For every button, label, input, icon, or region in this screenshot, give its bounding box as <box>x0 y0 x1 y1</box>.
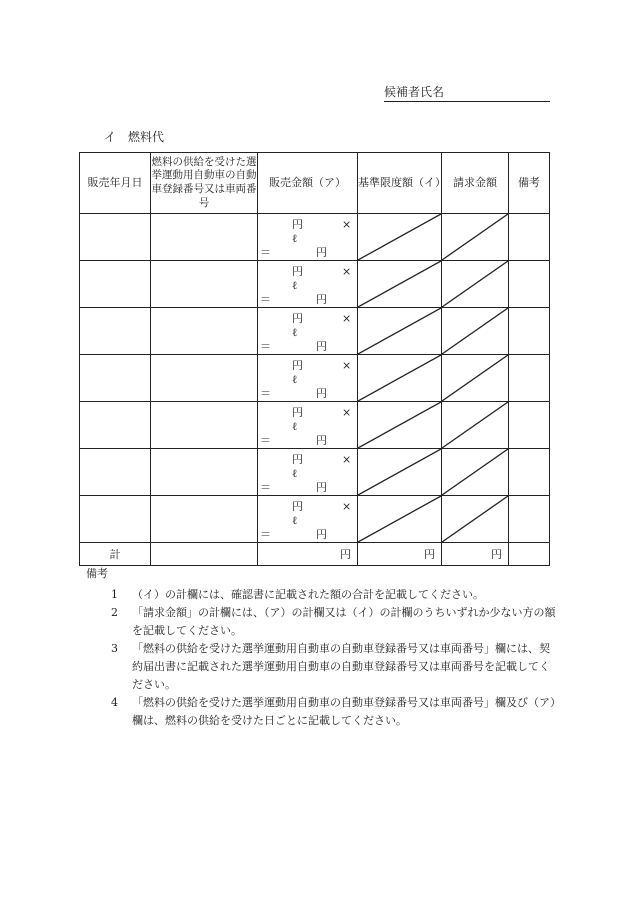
diagonal-line <box>442 402 508 448</box>
table-row <box>80 214 550 261</box>
header-limit-amount: 基準限度額（イ） <box>358 153 442 214</box>
sale-amount-cell[interactable] <box>258 355 358 402</box>
diagonal-line <box>442 496 508 542</box>
sale-date-cell[interactable] <box>80 308 151 355</box>
times-sign: × <box>342 500 352 513</box>
claim-amount-cell <box>442 402 509 449</box>
unit-yen-result: 円 <box>316 293 327 306</box>
diagonal-line <box>442 214 508 260</box>
limit-amount-cell <box>358 449 442 496</box>
claim-amount-cell <box>442 308 509 355</box>
remarks-cell[interactable] <box>509 402 550 449</box>
equals-sign: ＝ <box>260 340 271 353</box>
total-label: 計 <box>80 543 151 566</box>
unit-yen: 円 <box>292 359 303 372</box>
unit-liter: ℓ <box>292 279 298 292</box>
remarks-cell[interactable] <box>509 261 550 308</box>
claim-amount-cell <box>442 261 509 308</box>
sale-date-cell[interactable] <box>80 214 151 261</box>
table-row <box>80 496 550 543</box>
unit-yen: 円 <box>292 406 303 419</box>
notes-section <box>86 565 556 730</box>
vehicle-number-cell[interactable] <box>151 355 258 402</box>
diagonal-line <box>442 449 508 495</box>
vehicle-number-cell[interactable] <box>151 496 258 543</box>
times-sign: × <box>342 359 352 372</box>
note-number: 1 <box>111 588 118 601</box>
limit-amount-cell <box>358 308 442 355</box>
unit-liter: ℓ <box>292 514 298 527</box>
unit-yen-result: 円 <box>316 387 327 400</box>
sale-date-cell[interactable] <box>80 355 151 402</box>
times-sign: × <box>342 218 352 231</box>
table-row <box>80 261 550 308</box>
equals-sign: ＝ <box>260 387 271 400</box>
note-item <box>86 694 556 730</box>
sale-date-cell[interactable] <box>80 449 151 496</box>
unit-yen: 円 <box>292 265 303 278</box>
unit-liter: ℓ <box>292 326 298 339</box>
remarks-cell[interactable] <box>509 449 550 496</box>
candidate-name-label: 候補者氏名 <box>384 85 445 99</box>
equals-sign: ＝ <box>260 293 271 306</box>
unit-yen-result: 円 <box>316 340 327 353</box>
note-item <box>86 640 556 694</box>
section-title <box>104 128 164 145</box>
fuel-cost-table <box>79 152 550 566</box>
limit-amount-cell <box>358 496 442 543</box>
sale-amount-cell[interactable] <box>258 496 358 543</box>
sale-amount-cell[interactable] <box>258 402 358 449</box>
table-row <box>80 355 550 402</box>
remarks-cell[interactable] <box>509 496 550 543</box>
total-limit-amount[interactable]: 円 <box>358 543 442 566</box>
limit-amount-cell <box>358 261 442 308</box>
diagonal-line <box>358 449 441 495</box>
unit-yen: 円 <box>292 312 303 325</box>
times-sign: × <box>342 312 352 325</box>
unit-liter: ℓ <box>292 373 298 386</box>
claim-amount-cell <box>442 496 509 543</box>
vehicle-number-cell[interactable] <box>151 449 258 496</box>
equals-sign: ＝ <box>260 528 271 541</box>
limit-amount-cell <box>358 402 442 449</box>
total-row <box>80 543 550 566</box>
total-sale-amount[interactable]: 円 <box>258 543 358 566</box>
diagonal-line <box>358 402 441 448</box>
diagonal-line <box>358 214 441 260</box>
unit-liter: ℓ <box>292 232 298 245</box>
header-sale-date: 販売年月日 <box>80 153 151 214</box>
remarks-cell[interactable] <box>509 308 550 355</box>
note-item <box>86 586 556 604</box>
vehicle-number-cell[interactable] <box>151 261 258 308</box>
diagonal-line <box>442 355 508 401</box>
total-remarks-cell[interactable] <box>509 543 550 566</box>
times-sign: × <box>342 453 352 466</box>
vehicle-number-cell[interactable] <box>151 402 258 449</box>
times-sign: × <box>342 265 352 278</box>
unit-yen: 円 <box>292 453 303 466</box>
diagonal-line <box>442 308 508 354</box>
remarks-cell[interactable] <box>509 355 550 402</box>
table-header-row <box>80 153 550 214</box>
claim-amount-cell <box>442 214 509 261</box>
vehicle-number-cell[interactable] <box>151 214 258 261</box>
diagonal-line <box>442 261 508 307</box>
unit-yen-result: 円 <box>316 434 327 447</box>
unit-yen-result: 円 <box>316 246 327 259</box>
unit-liter: ℓ <box>292 420 298 433</box>
times-sign: × <box>342 406 352 419</box>
sale-date-cell[interactable] <box>80 496 151 543</box>
sale-amount-cell[interactable] <box>258 308 358 355</box>
candidate-name-field[interactable] <box>384 83 550 102</box>
header-remarks: 備考 <box>509 153 550 214</box>
unit-yen: 円 <box>292 218 303 231</box>
diagonal-line <box>358 355 441 401</box>
diagonal-line <box>358 308 441 354</box>
header-claim-amount: 請求金額 <box>442 153 509 214</box>
note-number: 3 <box>111 642 118 655</box>
unit-yen: 円 <box>292 500 303 513</box>
total-vehicle-cell[interactable] <box>151 543 258 566</box>
limit-amount-cell <box>358 355 442 402</box>
note-text: 「請求金額」の計欄には、（ア）の計欄又は（イ）の計欄のうちいずれか少ない方の額を記載してください。 <box>132 606 556 637</box>
total-claim-amount[interactable]: 円 <box>442 543 509 566</box>
sale-amount-cell[interactable] <box>258 449 358 496</box>
equals-sign: ＝ <box>260 246 271 259</box>
diagonal-line <box>358 496 441 542</box>
claim-amount-cell <box>442 449 509 496</box>
limit-amount-cell <box>358 214 442 261</box>
notes-heading: 備考 <box>86 567 108 580</box>
note-number: 4 <box>111 696 118 709</box>
unit-liter: ℓ <box>292 467 298 480</box>
note-number: 2 <box>111 606 118 619</box>
unit-yen-result: 円 <box>316 528 327 541</box>
note-item <box>86 604 556 640</box>
remarks-cell[interactable] <box>509 214 550 261</box>
unit-yen-result: 円 <box>316 481 327 494</box>
diagonal-line <box>358 261 441 307</box>
header-sale-amount: 販売金額（ア） <box>258 153 358 214</box>
table-row <box>80 449 550 496</box>
sale-amount-cell[interactable] <box>258 214 358 261</box>
section-label: 燃料代 <box>128 130 165 144</box>
note-text: 「燃料の供給を受けた選挙運動用自動車の自動車登録番号又は車両番号」欄には、契約届出書に記載された選挙運動用自動車の自動車登録番号又は車両番号を記載してください。 <box>132 642 550 691</box>
note-text: （イ）の計欄には、確認書に記載された額の合計を記載してください。 <box>132 588 484 601</box>
sale-date-cell[interactable] <box>80 261 151 308</box>
table-row <box>80 308 550 355</box>
header-vehicle-number: 燃料の供給を受けた選挙運動用自動車の自動車登録番号又は車両番号 <box>151 153 258 214</box>
sale-amount-cell[interactable] <box>258 261 358 308</box>
note-text: 「燃料の供給を受けた選挙運動用自動車の自動車登録番号又は車両番号」欄及び（ア）欄は、燃料の供給を受けた日ごとに記載してください。 <box>132 696 556 727</box>
section-marker: イ <box>104 130 117 144</box>
table-row <box>80 402 550 449</box>
equals-sign: ＝ <box>260 481 271 494</box>
equals-sign: ＝ <box>260 434 271 447</box>
claim-amount-cell <box>442 355 509 402</box>
vehicle-number-cell[interactable] <box>151 308 258 355</box>
sale-date-cell[interactable] <box>80 402 151 449</box>
